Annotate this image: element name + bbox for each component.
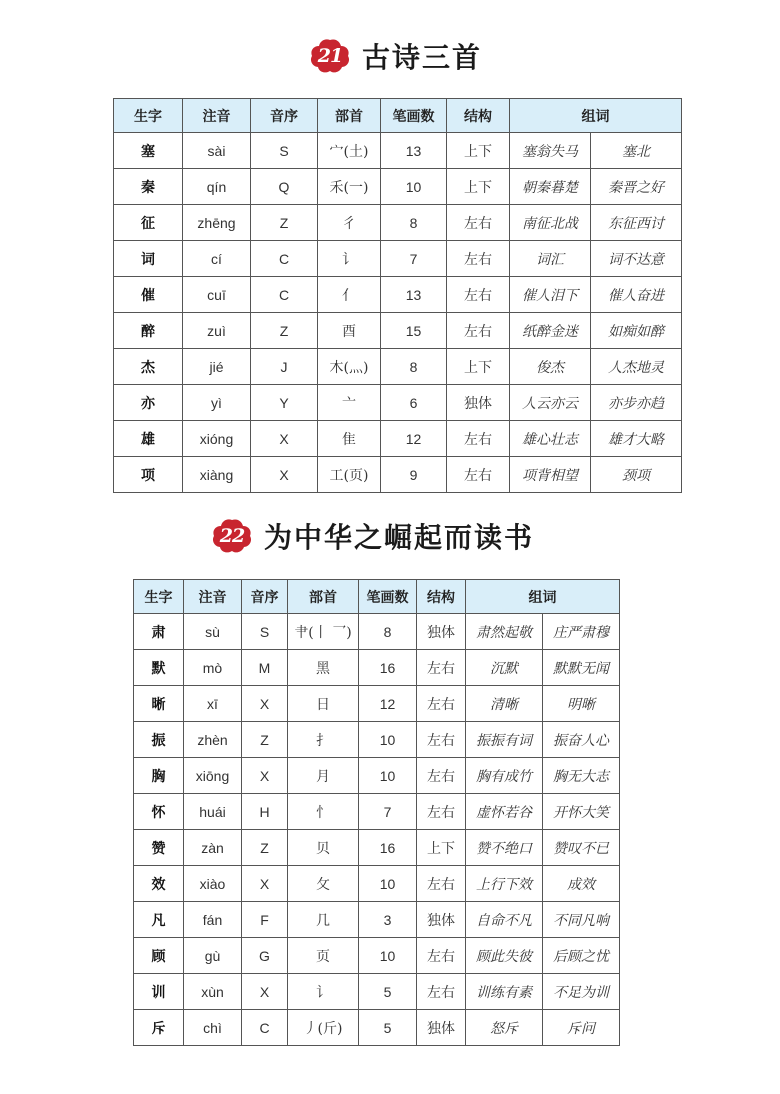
table-row [134, 938, 620, 974]
cell-structure: 左右 [417, 794, 466, 830]
cell-word-1: 胸有成竹 [466, 758, 543, 794]
cell-structure: 左右 [447, 241, 510, 277]
cell-pinyin: zhēng [183, 205, 251, 241]
cell-strokes: 15 [381, 313, 447, 349]
cell-word-1: 振振有词 [466, 722, 543, 758]
cell-order: G [242, 938, 288, 974]
cell-char: 词 [114, 241, 183, 277]
cell-word-2: 斥问 [543, 1010, 620, 1046]
cell-char: 醉 [114, 313, 183, 349]
cell-structure: 左右 [417, 722, 466, 758]
cell-radical: 禾(一) [318, 169, 381, 205]
cell-strokes: 16 [359, 830, 417, 866]
table-row [134, 974, 620, 1010]
cell-order: F [242, 902, 288, 938]
header-radical: 部首 [318, 99, 381, 133]
cell-word-1: 项背相望 [510, 457, 591, 493]
cell-word-2: 亦步亦趋 [591, 385, 682, 421]
cell-char: 凡 [134, 902, 184, 938]
cell-pinyin: xiōng [184, 758, 242, 794]
cell-radical: 日 [288, 686, 359, 722]
header-words: 组词 [466, 580, 620, 614]
table-row [114, 277, 682, 313]
cell-word-2: 词不达意 [591, 241, 682, 277]
cell-word-2: 明晰 [543, 686, 620, 722]
cell-char: 胸 [134, 758, 184, 794]
cell-char: 晰 [134, 686, 184, 722]
cell-structure: 左右 [417, 686, 466, 722]
cell-structure: 独体 [417, 902, 466, 938]
cell-order: Y [251, 385, 318, 421]
cell-structure: 上下 [417, 830, 466, 866]
cell-order: Z [242, 722, 288, 758]
table-row [114, 169, 682, 205]
cell-word-1: 朝秦暮楚 [510, 169, 591, 205]
cell-word-2: 庄严肃穆 [543, 614, 620, 650]
cell-strokes: 7 [359, 794, 417, 830]
cell-order: H [242, 794, 288, 830]
table-body [114, 133, 682, 493]
cell-strokes: 13 [381, 277, 447, 313]
cell-radical: 彳 [318, 205, 381, 241]
cell-strokes: 12 [381, 421, 447, 457]
cell-strokes: 7 [381, 241, 447, 277]
header-order: 音序 [242, 580, 288, 614]
lesson-22-character-table [133, 579, 620, 1046]
cell-word-1: 沉默 [466, 650, 543, 686]
cell-structure: 上下 [447, 133, 510, 169]
table-row [114, 313, 682, 349]
cell-order: S [242, 614, 288, 650]
cell-word-2: 不足为训 [543, 974, 620, 1010]
lesson-title: 古诗三首 [362, 41, 483, 74]
table-row [134, 866, 620, 902]
cell-order: S [251, 133, 318, 169]
header-strokes: 笔画数 [381, 99, 447, 133]
cell-strokes: 10 [381, 169, 447, 205]
cell-word-2: 雄才大略 [591, 421, 682, 457]
cell-word-1: 虚怀若谷 [466, 794, 543, 830]
cell-pinyin: xī [184, 686, 242, 722]
cell-pinyin: zuì [183, 313, 251, 349]
cell-pinyin: xiào [184, 866, 242, 902]
cell-pinyin: sài [183, 133, 251, 169]
cell-char: 肃 [134, 614, 184, 650]
table-row [114, 457, 682, 493]
cell-radical: 扌 [288, 722, 359, 758]
table-row [114, 241, 682, 277]
cell-word-1: 上行下效 [466, 866, 543, 902]
table-row [134, 650, 620, 686]
cell-structure: 左右 [417, 758, 466, 794]
cell-pinyin: cí [183, 241, 251, 277]
cell-pinyin: jié [183, 349, 251, 385]
table-body [134, 614, 620, 1046]
cell-pinyin: yì [183, 385, 251, 421]
cell-strokes: 5 [359, 974, 417, 1010]
lesson-22-heading [212, 516, 534, 556]
cell-word-1: 南征北战 [510, 205, 591, 241]
cell-pinyin: gù [184, 938, 242, 974]
header-radical: 部首 [288, 580, 359, 614]
cell-char: 亦 [114, 385, 183, 421]
cell-order: C [251, 241, 318, 277]
cell-strokes: 9 [381, 457, 447, 493]
cell-radical: 几 [288, 902, 359, 938]
table-row [134, 902, 620, 938]
cell-word-1: 塞翁失马 [510, 133, 591, 169]
cell-word-1: 纸醉金迷 [510, 313, 591, 349]
cell-pinyin: qín [183, 169, 251, 205]
cell-radical: 亻 [318, 277, 381, 313]
cell-word-1: 雄心壮志 [510, 421, 591, 457]
cell-radical: 肀(丨 乛) [288, 614, 359, 650]
cell-word-2: 默默无闻 [543, 650, 620, 686]
cell-word-2: 后顾之忧 [543, 938, 620, 974]
cell-order: Z [251, 205, 318, 241]
cell-radical: 页 [288, 938, 359, 974]
cell-char: 怀 [134, 794, 184, 830]
cell-order: X [242, 974, 288, 1010]
cell-pinyin: cuī [183, 277, 251, 313]
cell-radical: 攵 [288, 866, 359, 902]
cell-radical: 宀(土) [318, 133, 381, 169]
table-row [134, 614, 620, 650]
cell-structure: 左右 [417, 938, 466, 974]
cell-strokes: 8 [359, 614, 417, 650]
cell-word-2: 不同凡响 [543, 902, 620, 938]
cell-strokes: 8 [381, 205, 447, 241]
lesson-21-heading [310, 36, 482, 76]
cell-char: 催 [114, 277, 183, 313]
cell-radical: 酉 [318, 313, 381, 349]
lesson-number: 22 [219, 525, 245, 547]
cell-strokes: 10 [359, 722, 417, 758]
cell-order: Q [251, 169, 318, 205]
cell-pinyin: huái [184, 794, 242, 830]
table-row [114, 421, 682, 457]
cell-structure: 左右 [447, 277, 510, 313]
cell-order: X [242, 758, 288, 794]
cell-structure: 上下 [447, 349, 510, 385]
cell-strokes: 10 [359, 758, 417, 794]
header-pinyin: 注音 [184, 580, 242, 614]
cell-word-2: 催人奋进 [591, 277, 682, 313]
header-words: 组词 [510, 99, 682, 133]
cell-pinyin: xùn [184, 974, 242, 1010]
cell-strokes: 13 [381, 133, 447, 169]
cell-word-1: 训练有素 [466, 974, 543, 1010]
table-row [134, 722, 620, 758]
cell-order: X [242, 686, 288, 722]
table-row [134, 830, 620, 866]
table-header-row [114, 99, 682, 133]
cell-structure: 左右 [447, 205, 510, 241]
cell-word-2: 赞叹不已 [543, 830, 620, 866]
cell-pinyin: xióng [183, 421, 251, 457]
cell-structure: 独体 [417, 614, 466, 650]
cell-char: 项 [114, 457, 183, 493]
cell-word-2: 塞北 [591, 133, 682, 169]
table-row [134, 1010, 620, 1046]
cell-order: X [251, 457, 318, 493]
cell-word-1: 人云亦云 [510, 385, 591, 421]
cell-word-1: 肃然起敬 [466, 614, 543, 650]
cell-word-2: 振奋人心 [543, 722, 620, 758]
lesson-title: 为中华之崛起而读书 [264, 521, 535, 554]
cell-word-2: 人杰地灵 [591, 349, 682, 385]
cell-strokes: 12 [359, 686, 417, 722]
lesson-21-character-table [113, 98, 682, 493]
cell-radical: 贝 [288, 830, 359, 866]
cell-word-2: 开怀大笑 [543, 794, 620, 830]
table-row [134, 794, 620, 830]
lesson-number: 21 [317, 45, 343, 67]
cell-pinyin: zàn [184, 830, 242, 866]
cell-order: X [242, 866, 288, 902]
cell-radical: 隹 [318, 421, 381, 457]
cell-structure: 上下 [447, 169, 510, 205]
cell-structure: 左右 [417, 866, 466, 902]
cell-order: C [242, 1010, 288, 1046]
table-row [114, 205, 682, 241]
table-row [134, 758, 620, 794]
cell-char: 训 [134, 974, 184, 1010]
cell-strokes: 6 [381, 385, 447, 421]
cell-order: C [251, 277, 318, 313]
header-char: 生字 [134, 580, 184, 614]
table-row [114, 133, 682, 169]
cell-word-2: 成效 [543, 866, 620, 902]
cell-radical: 工(页) [318, 457, 381, 493]
table-header-row [134, 580, 620, 614]
cell-word-1: 俊杰 [510, 349, 591, 385]
cell-structure: 左右 [447, 457, 510, 493]
cell-pinyin: sù [184, 614, 242, 650]
cell-char: 效 [134, 866, 184, 902]
lesson-number-badge [310, 38, 350, 74]
cell-word-2: 胸无大志 [543, 758, 620, 794]
cell-word-1: 顾此失彼 [466, 938, 543, 974]
table-row [114, 349, 682, 385]
cell-pinyin: chì [184, 1010, 242, 1046]
cell-word-1: 自命不凡 [466, 902, 543, 938]
cell-word-1: 赞不绝口 [466, 830, 543, 866]
lesson-number-badge [212, 518, 252, 554]
cell-radical: 亠 [318, 385, 381, 421]
cell-char: 秦 [114, 169, 183, 205]
cell-word-2: 如痴如醉 [591, 313, 682, 349]
cell-word-2: 颈项 [591, 457, 682, 493]
cell-word-1: 清晰 [466, 686, 543, 722]
cell-char: 赞 [134, 830, 184, 866]
cell-radical: 讠 [318, 241, 381, 277]
cell-order: Z [242, 830, 288, 866]
cell-char: 杰 [114, 349, 183, 385]
cell-strokes: 10 [359, 866, 417, 902]
cell-order: X [251, 421, 318, 457]
cell-char: 塞 [114, 133, 183, 169]
header-structure: 结构 [417, 580, 466, 614]
cell-char: 雄 [114, 421, 183, 457]
cell-radical: 月 [288, 758, 359, 794]
header-char: 生字 [114, 99, 183, 133]
cell-strokes: 10 [359, 938, 417, 974]
cell-structure: 独体 [447, 385, 510, 421]
header-order: 音序 [251, 99, 318, 133]
cell-char: 默 [134, 650, 184, 686]
cell-pinyin: mò [184, 650, 242, 686]
cell-word-1: 词汇 [510, 241, 591, 277]
header-structure: 结构 [447, 99, 510, 133]
cell-char: 斥 [134, 1010, 184, 1046]
cell-strokes: 16 [359, 650, 417, 686]
cell-char: 振 [134, 722, 184, 758]
cell-radical: 讠 [288, 974, 359, 1010]
cell-word-2: 秦晋之好 [591, 169, 682, 205]
cell-radical: 丿(斤) [288, 1010, 359, 1046]
table-row [134, 686, 620, 722]
header-pinyin: 注音 [183, 99, 251, 133]
header-strokes: 笔画数 [359, 580, 417, 614]
cell-structure: 左右 [447, 421, 510, 457]
cell-word-2: 东征西讨 [591, 205, 682, 241]
cell-radical: 黑 [288, 650, 359, 686]
cell-char: 征 [114, 205, 183, 241]
cell-pinyin: xiàng [183, 457, 251, 493]
cell-strokes: 3 [359, 902, 417, 938]
cell-word-1: 怒斥 [466, 1010, 543, 1046]
cell-order: M [242, 650, 288, 686]
cell-pinyin: zhèn [184, 722, 242, 758]
cell-structure: 独体 [417, 1010, 466, 1046]
cell-order: J [251, 349, 318, 385]
cell-structure: 左右 [417, 974, 466, 1010]
cell-order: Z [251, 313, 318, 349]
cell-structure: 左右 [447, 313, 510, 349]
cell-radical: 忄 [288, 794, 359, 830]
cell-structure: 左右 [417, 650, 466, 686]
cell-word-1: 催人泪下 [510, 277, 591, 313]
cell-char: 顾 [134, 938, 184, 974]
cell-strokes: 5 [359, 1010, 417, 1046]
cell-strokes: 8 [381, 349, 447, 385]
cell-radical: 木(灬) [318, 349, 381, 385]
cell-pinyin: fán [184, 902, 242, 938]
table-row [114, 385, 682, 421]
